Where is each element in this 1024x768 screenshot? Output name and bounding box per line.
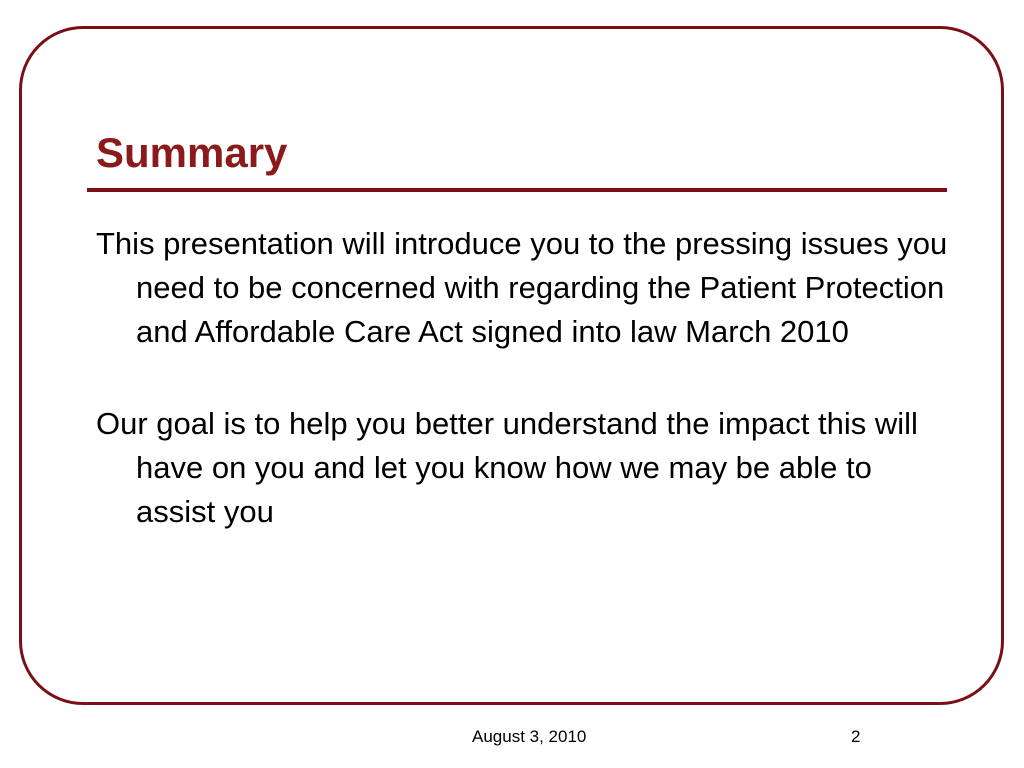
slide-body bbox=[96, 222, 956, 582]
body-paragraph-intro: This presentation will introduce you to the pressing issues you need to be concerned with regarding the Patient Protection and Affordable Care Act signed into law March 2010 bbox=[96, 226, 948, 349]
title-divider bbox=[87, 188, 947, 192]
footer-date: August 3, 2010 bbox=[472, 727, 587, 746]
body-paragraph-goal: Our goal is to help you better understand the impact this will have on you and let you know how we may be able to assist you bbox=[96, 406, 918, 529]
slide-title: Summary bbox=[96, 129, 288, 176]
slide-number: 2 bbox=[851, 727, 861, 746]
